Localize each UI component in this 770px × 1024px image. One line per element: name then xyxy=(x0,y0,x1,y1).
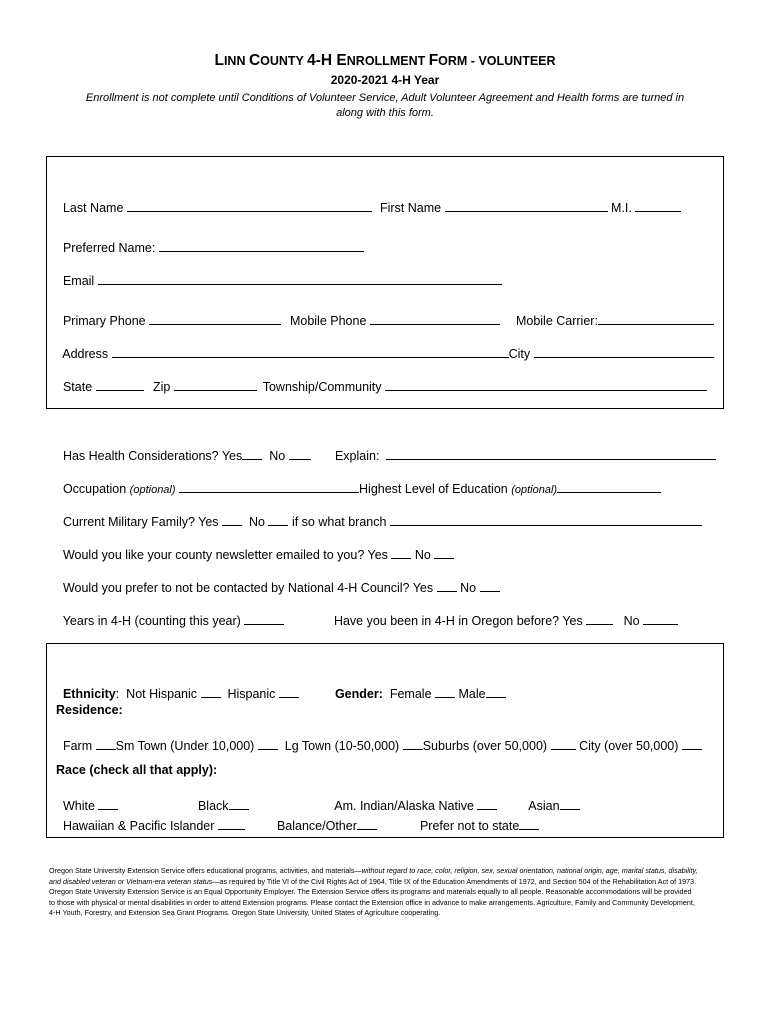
last-name-field[interactable] xyxy=(127,199,372,212)
preferred-name-row: Preferred Name: xyxy=(56,224,364,256)
first-name-field[interactable] xyxy=(445,199,608,212)
years-field[interactable] xyxy=(244,612,284,625)
prefer-not-row: Prefer not to state xyxy=(413,802,539,834)
mobile-carrier-field[interactable] xyxy=(598,312,714,325)
township-row: Township/Community xyxy=(256,363,707,395)
oregon-yes-field[interactable] xyxy=(586,612,613,625)
mobile-carrier-row: Mobile Carrier: xyxy=(509,297,714,329)
hispanic-field[interactable] xyxy=(279,685,299,698)
asian-row: Asian xyxy=(522,782,580,814)
military-no-field[interactable] xyxy=(268,513,288,526)
not-hispanic-field[interactable] xyxy=(201,685,221,698)
first-name-row: First Name M.I. xyxy=(373,184,681,216)
form-title: LINN COUNTY 4-H ENROLLMENT FORM - VOLUNTEER xyxy=(214,52,556,69)
ethnicity-row: Ethnicity: Not Hispanic Hispanic xyxy=(56,670,299,702)
suburbs-field[interactable] xyxy=(551,737,576,750)
zip-field[interactable] xyxy=(174,378,257,391)
state-field[interactable] xyxy=(96,378,144,391)
city-over-field[interactable] xyxy=(682,737,702,750)
explain-row: Explain: xyxy=(328,432,716,464)
residence-label: Residence: xyxy=(56,703,123,717)
email-row: Email xyxy=(56,257,502,289)
township-field[interactable] xyxy=(385,378,707,391)
form-note: Enrollment is not complete until Conditions of Volunteer Service, Adult Volunteer Agreement and Health forms are turned in along with this form. xyxy=(85,92,685,119)
primary-phone-field[interactable] xyxy=(149,312,281,325)
am-indian-row: Am. Indian/Alaska Native xyxy=(328,782,497,814)
newsletter-row: Would you like your county newsletter emailed to you? Yes No xyxy=(56,531,454,563)
footer-disclaimer: Oregon State University Extension Service offers educational programs, activities, and materials—without regard to race, color, religion, sex, sexual orientation, national origin, age, marital status, disability, and disabled veteran or Vietnam-era veteran status—as required by Title VI of the Civil Rights Act of 1964, Title IX of the Education Amendments of 1972, and Section 504 of the Rehabilitation Act of 1973. Oregon State University Extension Service is an Equal Opportunity Employer. The Extension Service offers its programs and materials equally to all people. Reasonable accommodations will be provided to those with physical or mental disabilities in order to attend Extension programs. Please contact the Extension office in advance to make arrangements. Agriculture, Family and Community Development, 4-H Youth, Forestry, and Extension Sea Grant Programs. Oregon State University, United States of Agriculture cooperating. xyxy=(49,866,698,917)
residence-row: Farm Sm Town (Under 10,000) Lg Town (10-50,000) Suburbs (over 50,000) City (over 50,000) xyxy=(56,722,702,754)
health-yes-field[interactable] xyxy=(242,447,262,460)
hawaiian-field[interactable] xyxy=(218,817,245,830)
primary-phone-row: Primary Phone xyxy=(56,297,281,329)
city-field[interactable] xyxy=(534,345,714,358)
national-yes-field[interactable] xyxy=(437,579,457,592)
form-year: 2020-2021 4-H Year xyxy=(330,73,440,87)
health-row: Has Health Considerations? Yes No xyxy=(56,432,311,464)
gender-row: Gender: Female Male xyxy=(328,670,506,702)
branch-field[interactable] xyxy=(390,513,702,526)
mobile-phone-row: Mobile Phone xyxy=(283,297,500,329)
asian-field[interactable] xyxy=(560,797,580,810)
last-name-row: Last Name xyxy=(56,184,372,216)
address-field[interactable] xyxy=(112,345,509,358)
occupation-field[interactable] xyxy=(179,480,359,493)
oregon-row: Have you been in 4-H in Oregon before? Yes No xyxy=(327,597,678,629)
balance-field[interactable] xyxy=(357,817,377,830)
occupation-row: Occupation (optional) Highest Level of Education (optional) xyxy=(56,465,661,498)
national-row: Would you prefer to not be contacted by National 4-H Council? Yes No xyxy=(56,564,500,596)
health-no-field[interactable] xyxy=(289,447,311,460)
sm-town-field[interactable] xyxy=(258,737,278,750)
education-field[interactable] xyxy=(557,480,661,493)
email-field[interactable] xyxy=(98,272,502,285)
national-no-field[interactable] xyxy=(480,579,500,592)
female-field[interactable] xyxy=(435,685,455,698)
preferred-name-field[interactable] xyxy=(159,239,364,252)
male-field[interactable] xyxy=(486,685,506,698)
explain-field[interactable] xyxy=(386,447,716,460)
state-row: State xyxy=(56,363,144,395)
newsletter-yes-field[interactable] xyxy=(391,546,411,559)
balance-row: Balance/Other xyxy=(270,802,377,834)
mobile-phone-field[interactable] xyxy=(370,312,500,325)
newsletter-no-field[interactable] xyxy=(434,546,454,559)
oregon-no-field[interactable] xyxy=(643,612,678,625)
black-row: Black xyxy=(191,782,249,814)
lg-town-field[interactable] xyxy=(403,737,423,750)
address-row: Address City xyxy=(56,330,714,362)
military-yes-field[interactable] xyxy=(222,513,242,526)
farm-field[interactable] xyxy=(96,737,116,750)
zip-row: Zip xyxy=(146,363,257,395)
white-row: White xyxy=(56,782,118,814)
hawaiian-row: Hawaiian & Pacific Islander xyxy=(56,802,245,834)
military-row: Current Military Family? Yes No if so what branch xyxy=(56,498,702,530)
race-label: Race (check all that apply): xyxy=(56,763,218,777)
years-row: Years in 4-H (counting this year) xyxy=(56,597,284,629)
prefer-not-field[interactable] xyxy=(519,817,539,830)
mi-field[interactable] xyxy=(635,199,681,212)
